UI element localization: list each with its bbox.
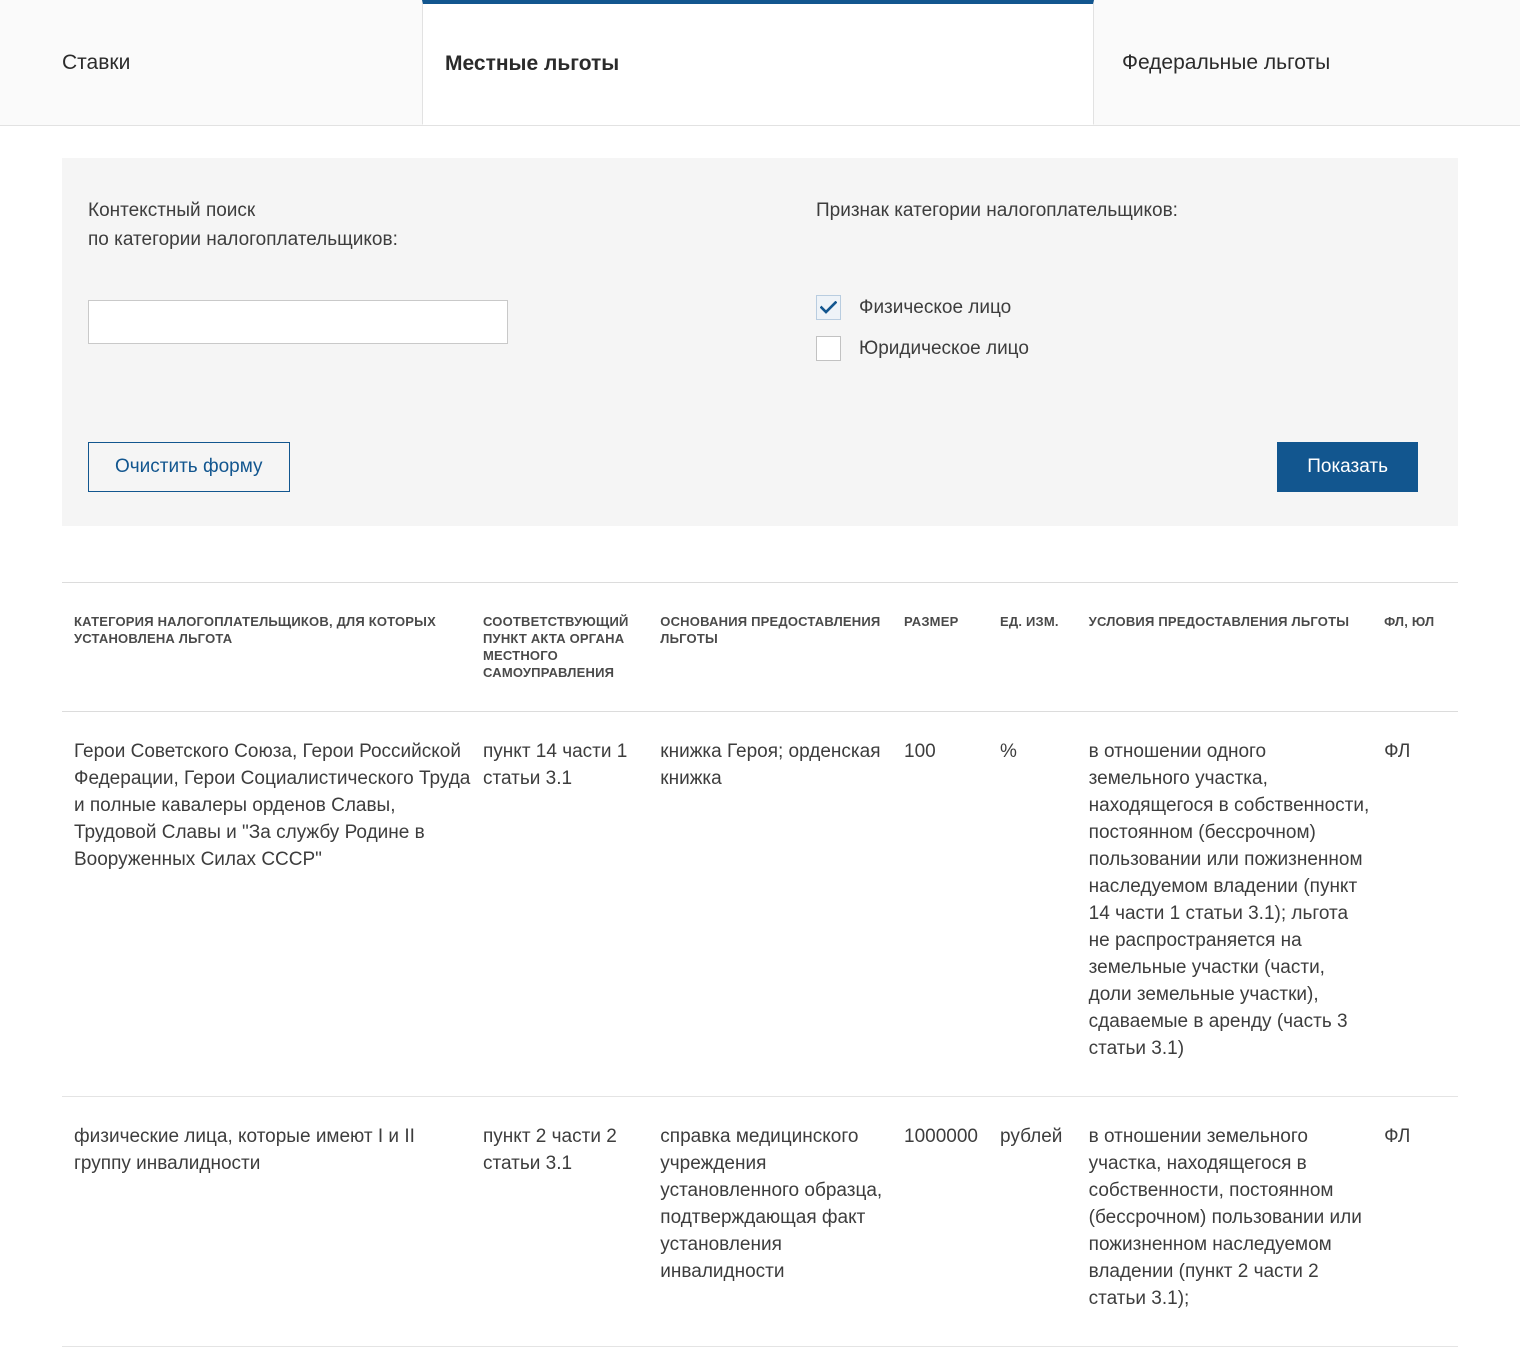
tab-rates-label: Ставки: [62, 50, 131, 74]
table-head: [62, 583, 1458, 712]
search-label-line1: Контекстный поиск: [88, 200, 256, 221]
header-unit: ЕД. ИЗМ.: [1000, 583, 1089, 712]
cell-point: пункт 2 части 2 статьи 3.1: [483, 1097, 660, 1347]
header-conditions: УСЛОВИЯ ПРЕДОСТАВЛЕНИЯ ЛЬГОТЫ: [1089, 583, 1384, 712]
cell-conditions: в отношении одного земельного участка, находящегося в собственности, постоянном (бессрочном) пользовании или пожизненном наследуемом владении (пункт 14 части 1 статьи 3.1); льгота не распространяется на земельные участки (части, доли земельные участки), сдаваемые в аренду (часть 3 статьи 3.1): [1089, 712, 1384, 1097]
show-button[interactable]: Показать: [1277, 442, 1418, 492]
cell-basis: справка медицинского учреждения установленного образца, подтверждающая факт установления инвалидности: [660, 1097, 904, 1347]
tab-bar: [0, 0, 1520, 126]
checkbox-legal-entity[interactable]: [816, 336, 841, 361]
checkbox-row-individual[interactable]: [816, 295, 1418, 320]
table-body: [62, 712, 1458, 1347]
cell-person-type: ФЛ: [1384, 712, 1458, 1097]
checkbox-row-legal-entity[interactable]: [816, 336, 1418, 361]
clear-form-button[interactable]: Очистить форму: [88, 442, 290, 492]
cell-size: 1000000: [904, 1097, 1000, 1347]
header-point: СООТВЕТСТВУЮЩИЙ ПУНКТ АКТА ОРГАНА МЕСТНОГО САМОУПРАВЛЕНИЯ: [483, 583, 660, 712]
cell-unit: %: [1000, 712, 1089, 1097]
checkbox-legal-entity-label: Юридическое лицо: [859, 337, 1029, 359]
search-input[interactable]: [88, 300, 508, 344]
cell-unit: рублей: [1000, 1097, 1089, 1347]
cell-category: физические лица, которые имеют I и II группу инвалидности: [62, 1097, 483, 1347]
cell-person-type: ФЛ: [1384, 1097, 1458, 1347]
header-basis: ОСНОВАНИЯ ПРЕДОСТАВЛЕНИЯ ЛЬГОТЫ: [660, 583, 904, 712]
cell-point: пункт 14 части 1 статьи 3.1: [483, 712, 660, 1097]
tab-federal-benefits-label: Федеральные льготы: [1122, 50, 1331, 74]
header-size: РАЗМЕР: [904, 583, 1000, 712]
table-header-row: [62, 583, 1458, 712]
checkbox-individual-label: Физическое лицо: [859, 296, 1012, 318]
search-label-line2: по категории налогоплательщиков:: [88, 229, 398, 250]
benefits-table: [62, 582, 1458, 1347]
cell-size: 100: [904, 712, 1000, 1097]
cell-conditions: в отношении земельного участка, находящегося в собственности, постоянном (бессрочном) пользовании или пожизненном наследуемом владении (пункт 2 части 2 статьи 3.1);: [1089, 1097, 1384, 1347]
header-category: КАТЕГОРИЯ НАЛОГОПЛАТЕЛЬЩИКОВ, ДЛЯ КОТОРЫХ УСТАНОВЛЕНА ЛЬГОТА: [62, 583, 483, 712]
cell-category: Герои Советского Союза, Герои Российской Федерации, Герои Социалистического Труда и полные кавалеры орденов Славы, Трудовой Славы и "За службу Родине в Вооруженных Силах СССР": [62, 712, 483, 1097]
tab-local-benefits[interactable]: [422, 0, 1094, 125]
tab-rates[interactable]: [0, 0, 422, 125]
search-label: [88, 196, 788, 254]
category-label: Признак категории налогоплательщиков:: [816, 200, 1178, 221]
table-row: [62, 1097, 1458, 1347]
panel-button-row: [88, 442, 1418, 492]
table-row: [62, 712, 1458, 1097]
search-panel: [62, 158, 1458, 526]
tab-local-benefits-label: Местные льготы: [445, 52, 620, 75]
benefits-table-wrap: [62, 582, 1458, 1347]
taxpayer-type-checkboxes: [816, 295, 1418, 361]
checkbox-individual[interactable]: [816, 295, 841, 320]
cell-basis: книжка Героя; орденская книжка: [660, 712, 904, 1097]
header-person-type: ФЛ, ЮЛ: [1384, 583, 1458, 712]
tab-federal-benefits[interactable]: [1094, 0, 1520, 125]
